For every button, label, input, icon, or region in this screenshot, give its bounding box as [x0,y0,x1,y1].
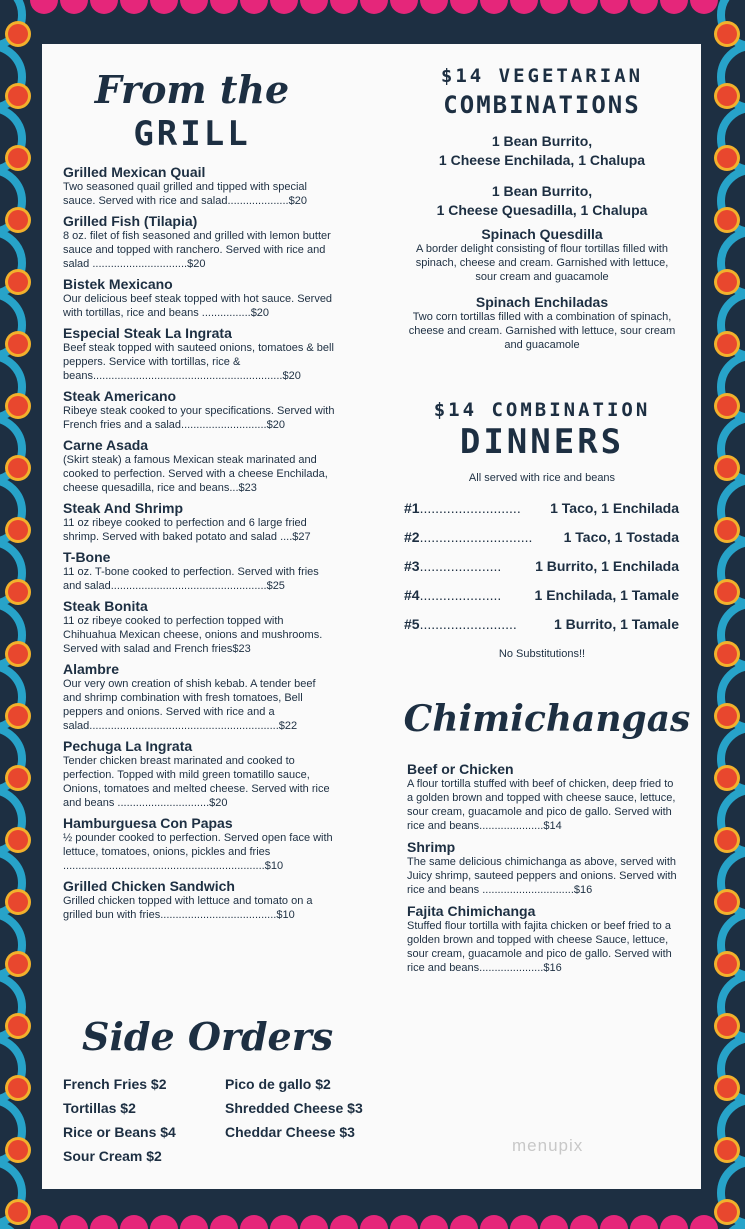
combination-number [404,616,517,632]
scallop-shape [270,1215,298,1229]
item-name: Spinach Quesdilla [481,226,603,242]
flower-ornament [717,1202,737,1222]
scallop-shape [150,1215,178,1229]
item-description: The same delicious chimichanga as above, served with Juicy shrimp, sauteed peppers and onions. Served with rice and beans ..............................$16 [407,856,677,896]
scallop-shape [450,1215,478,1229]
flower-ornament [8,272,28,292]
vegetarian-title-line2: COMBINATIONS [443,91,641,119]
item-description: Two seasoned quail grilled and tipped with special sauce. Served with rice and salad....................$20 [63,181,307,207]
scallop-shape [600,1215,628,1229]
combination-number [404,558,501,574]
item-name: Steak And Shrimp [63,500,184,516]
combination-row [404,551,679,580]
grill-item [63,878,335,922]
side-order-item: Pico de gallo $2 [225,1076,331,1092]
combo-number: #5 [404,615,420,632]
combo-number: #4 [404,586,420,603]
item-description: (Skirt steak) a famous Mexican steak marinated and cooked to perfection. Served with a cheese Enchilada, cheese quesadilla, rice and beans...$23 [63,454,328,494]
combo-number: #3 [404,557,420,574]
grill-item [63,388,335,432]
flower-ornament [717,210,737,230]
grill-item [63,738,335,810]
combo-number: #2 [404,528,420,545]
scallop-shape [420,1215,448,1229]
chimichanga-item [407,903,682,975]
combo-description: 1 Taco, 1 Enchilada [550,499,679,516]
flower-ornament [717,1078,737,1098]
vegetarian-combo-1-line1: 1 Bean Burrito, [491,133,593,149]
menupix-watermark: menupix [512,1136,584,1155]
item-description: 11 oz. T-bone cooked to perfection. Served with fries and salad...................................................$25 [63,566,319,592]
scallop-shape [480,1215,508,1229]
side-orders-left-column [63,1076,223,1172]
flower-ornament [8,1078,28,1098]
scallop-shape [390,0,418,14]
spinach-enchiladas-item [407,294,677,352]
combination-row [404,493,679,522]
item-name: Shrimp [407,839,456,855]
bottom-scallop-border [0,1207,745,1229]
scallop-shape [540,0,568,14]
side-order-item: Sour Cream $2 [63,1148,162,1164]
item-description: Our delicious beef steak topped with hot sauce. Served with tortillas, rice and beans ................$20 [63,293,333,319]
vegetarian-combo-1 [382,132,702,170]
item-name: Steak Bonita [63,598,148,614]
vegetarian-combo-2-line1: 1 Bean Burrito, [491,183,593,199]
combination-subtitle: All served with rice and beans [468,472,616,484]
flower-ornament [8,210,28,230]
scallop-shape [330,1215,358,1229]
grill-item [63,549,335,593]
grill-item [63,325,335,383]
flower-ornament [717,148,737,168]
grill-title-block: GRILL [133,114,251,154]
flower-ornament [717,520,737,540]
flower-ornament [8,768,28,788]
combo-number: #1 [404,499,420,516]
left-decorative-border [0,0,42,1229]
scallop-shape [570,0,598,14]
flower-ornament [8,86,28,106]
grill-items-list [63,164,335,927]
scallop-shape [360,1215,388,1229]
combination-title-line1: $14 COMBINATION [433,399,651,421]
scallop-shape [240,0,268,14]
scallop-shape [510,1215,538,1229]
item-name: Especial Steak La Ingrata [63,325,232,341]
flower-ornament [717,644,737,664]
vegetarian-combo-2-line2: 1 Cheese Quesadilla, 1 Chalupa [436,202,648,218]
item-name: Spinach Enchiladas [475,294,609,310]
flower-ornament [717,830,737,850]
scallop-shape [300,1215,328,1229]
item-description: 8 oz. filet of fish seasoned and grilled with lemon butter sauce and topped with ranchero. Served with rice and salad ...............................$20 [63,230,331,270]
item-description: Two corn tortillas filled with a combination of spinach, cheese and cream. Garnished with lettuce, sour cream and guacamole [408,311,676,351]
grill-item [63,598,335,656]
flower-ornament [8,396,28,416]
flower-ornament [8,954,28,974]
item-description: A border delight consisting of flour tortillas filled with spinach, cheese and cream. Garnished with lettuce, sour cream and guacamole [415,243,669,283]
flower-ornament [717,272,737,292]
flower-ornament [717,892,737,912]
scallop-shape [450,0,478,14]
flower-ornament [717,1140,737,1160]
flower-ornament [8,334,28,354]
scallop-shape [60,0,88,14]
side-order-item: Shredded Cheese $3 [225,1100,363,1116]
item-name: Pechuga La Ingrata [63,738,193,754]
item-description: Stuffed flour tortilla with fajita chicken or beef fried to a golden brown and topped with cheese Sauce, lettuce, sour cream, guacamole and pico de gallo. Served with rice and beans.....................$16 [407,920,672,974]
flower-ornament [717,396,737,416]
combo-leader-dots: ......................... [419,615,517,632]
combination-number [404,587,501,603]
vegetarian-title-line1: $14 VEGETARIAN [440,65,644,87]
flower-ornament [8,1016,28,1036]
scallop-shape [180,0,208,14]
grill-item [63,661,335,733]
item-description: Beef steak topped with sauteed onions, tomatoes & bell peppers. Service with tortillas, rice & beans..............................................................$20 [63,342,334,382]
item-name: Bistek Mexicano [63,276,173,292]
combination-row [404,580,679,609]
side-order-item: French Fries $2 [63,1076,167,1092]
item-description: Ribeye steak cooked to your specifications. Served with French fries and a salad............................$20 [63,405,335,431]
item-name: Fajita Chimichanga [407,903,536,919]
scallop-shape [360,0,388,14]
combination-number [404,529,532,545]
combination-number [404,500,521,516]
scallop-shape [270,0,298,14]
combo-leader-dots: ............................. [419,528,533,545]
scallop-shape [240,1215,268,1229]
scallop-shape [600,0,628,14]
combo-description: 1 Taco, 1 Tostada [563,528,679,545]
item-name: Grilled Mexican Quail [63,164,206,180]
scallop-shape [210,0,238,14]
flower-ornament [717,86,737,106]
scallop-shape [120,0,148,14]
flower-ornament [717,458,737,478]
vegetarian-combo-1-line2: 1 Cheese Enchilada, 1 Chalupa [438,152,646,168]
item-description: A flour tortilla stuffed with beef of chicken, deep fried to a golden brown and topped with cheese sauce, lettuce, sour cream, guacamole and pico de gallo. Served with rice and beans.....................$14 [407,778,676,832]
combination-title-line2: DINNERS [459,422,625,462]
flower-ornament [717,706,737,726]
flower-ornament [8,148,28,168]
side-orders-title: Side Orders [82,1014,334,1059]
grill-item [63,437,335,495]
flower-ornament [717,24,737,44]
spinach-quesadilla-item [407,226,677,284]
chimichangas-items-list [407,761,682,981]
scallop-shape [210,1215,238,1229]
scallop-shape [660,1215,688,1229]
side-orders-right-column [225,1076,405,1148]
item-description: Our very own creation of shish kebab. A tender beef and shrimp combination with fresh tomatoes, Bell peppers and onions. Served with rice and a salad..............................................................$22 [63,678,316,732]
flower-ornament [8,1202,28,1222]
flower-ornament [717,1016,737,1036]
scallop-shape [120,1215,148,1229]
side-order-item: Cheddar Cheese $3 [225,1124,355,1140]
combo-description: 1 Burrito, 1 Tamale [553,615,679,632]
scallop-shape [480,0,508,14]
flower-ornament [717,768,737,788]
grill-item [63,213,335,271]
scallop-shape [540,1215,568,1229]
scallop-shape [510,0,538,14]
chimichanga-item [407,839,682,897]
flower-ornament [717,334,737,354]
combo-leader-dots: ..................... [419,557,502,574]
item-description: Grilled chicken topped with lettuce and tomato on a grilled bun with fries......................................$10 [63,895,313,921]
flower-ornament [8,1140,28,1160]
scallop-shape [150,0,178,14]
item-name: Grilled Fish (Tilapia) [63,213,198,229]
scallop-shape [180,1215,208,1229]
scallop-shape [90,0,118,14]
item-description: Tender chicken breast marinated and cooked to perfection. Topped with mild green tomatillo sauce, Onions, tomatoes and melted cheese. Served with rice and beans ..............................$20 [63,755,330,809]
scallop-shape [630,0,658,14]
item-name: Hamburguesa Con Papas [63,815,233,831]
grill-title-script: From the [94,67,290,112]
flower-ornament [717,582,737,602]
item-name: T-Bone [63,549,111,565]
side-order-item: Tortillas $2 [63,1100,136,1116]
scallop-shape [570,1215,598,1229]
grill-item [63,815,335,873]
vegetarian-combo-2 [382,182,702,220]
flower-ornament [8,830,28,850]
flower-ornament [8,892,28,912]
combination-rows [404,493,679,638]
combo-leader-dots: ..................... [419,586,502,603]
scallop-shape [630,1215,658,1229]
flower-ornament [8,24,28,44]
scallop-shape [90,1215,118,1229]
item-name: Beef or Chicken [407,761,514,777]
flower-ornament [8,644,28,664]
flower-ornament [8,520,28,540]
scallop-shape [660,0,688,14]
item-name: Grilled Chicken Sandwich [63,878,235,894]
flower-ornament [8,458,28,478]
combo-description: 1 Burrito, 1 Enchilada [535,557,679,574]
grill-item [63,276,335,320]
scallop-shape [390,1215,418,1229]
chimichanga-item [407,761,682,833]
top-scallop-border [0,0,745,22]
scallop-shape [420,0,448,14]
item-name: Alambre [63,661,120,677]
flower-ornament [717,954,737,974]
grill-item [63,500,335,544]
chimichangas-title: Chimichangas [403,698,691,740]
item-description: 11 oz ribeye cooked to perfection and 6 large fried shrimp. Served with baked potato and salad ....$27 [63,517,311,543]
item-name: Steak Americano [63,388,177,404]
side-order-item: Rice or Beans $4 [63,1124,176,1140]
scallop-shape [330,0,358,14]
menu-page [42,44,701,1189]
grill-item [63,164,335,208]
combination-row [404,522,679,551]
no-substitutions-note: No Substitutions!! [498,648,586,660]
flower-ornament [8,706,28,726]
scallop-shape [60,1215,88,1229]
combo-leader-dots: .......................... [419,499,521,516]
item-description: 11 oz ribeye cooked to perfection topped with Chihuahua Mexican cheese, onions and mushrooms. Served with salad and French fries$23 [63,615,323,655]
flower-ornament [8,582,28,602]
combo-description: 1 Enchilada, 1 Tamale [534,586,679,603]
item-description: ½ pounder cooked to perfection. Served open face with lettuce, tomatoes, onions, pickles and fries ..................................................................$10 [63,832,333,872]
scallop-shape [300,0,328,14]
combination-row [404,609,679,638]
right-decorative-border [703,0,745,1229]
item-name: Carne Asada [63,437,149,453]
